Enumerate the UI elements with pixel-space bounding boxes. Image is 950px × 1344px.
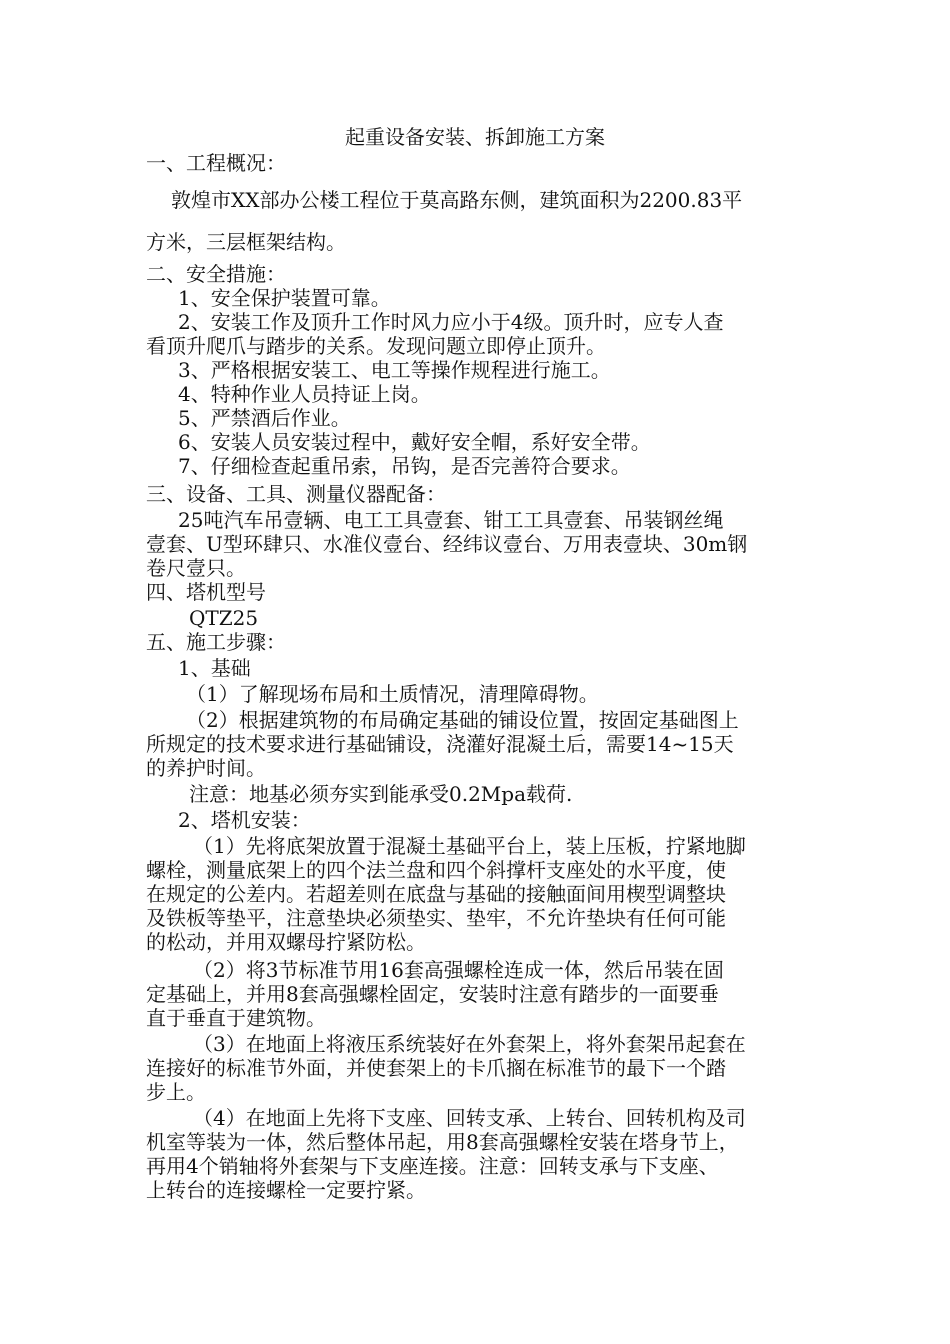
safety-item: 2、安装工作及顶升工作时风力应小于4级。顶升时，应专人查	[178, 310, 724, 334]
safety-item: 1、安全保护装置可靠。	[178, 286, 391, 310]
crane-model: QTZ25	[189, 606, 259, 630]
section-2-heading: 二、安全措施：	[146, 262, 286, 286]
step-item: （3）在地面上将液压系统装好在外套架上，将外套架吊起套在	[193, 1032, 746, 1056]
step-item-continued: 的松动，并用双螺母拧紧防松。	[146, 930, 426, 954]
step-item-continued: 连接好的标准节外面，并使套架上的卡爪搁在标准节的最下一个踏	[146, 1056, 726, 1080]
step-heading: 2、塔机安装：	[178, 808, 311, 832]
step-item-continued: 在规定的公差内。若超差则在底盘与基础的接触面间用楔型调整块	[146, 882, 726, 906]
document-title: 起重设备安装、拆卸施工方案	[345, 125, 605, 149]
step-item-continued: 所规定的技术要求进行基础铺设，浇灌好混凝土后，需要14~15天	[146, 732, 734, 756]
step-item-continued: 机室等装为一体，然后整体吊起，用8套高强螺栓安装在塔身节上，	[146, 1130, 739, 1154]
section-1-heading: 一、工程概况：	[146, 151, 286, 175]
step-item-continued: 螺栓，测量底架上的四个法兰盘和四个斜撑杆支座处的水平度，使	[146, 858, 726, 882]
safety-item: 3、严格根据安装工、电工等操作规程进行施工。	[178, 358, 611, 382]
step-item: （2）将3节标准节用16套高强螺栓连成一体，然后吊装在固	[193, 958, 724, 982]
equipment-list-line: 卷尺壹只。	[146, 556, 246, 580]
section-4-heading: 四、塔机型号	[146, 580, 266, 604]
step-item: （1）了解现场布局和土质情况，清理障碍物。	[186, 682, 599, 706]
step-item-continued: 再用4个销轴将外套架与下支座连接。注意：回转支承与下支座、	[146, 1154, 719, 1178]
section-1-paragraph-line: 敦煌市XX部办公楼工程位于莫高路东侧，建筑面积为2200.83平	[171, 188, 743, 212]
step-item-continued: 的养护时间。	[146, 756, 266, 780]
safety-item: 6、安装人员安装过程中，戴好安全帽，系好安全带。	[178, 430, 651, 454]
step-item-continued: 定基础上，并用8套高强螺栓固定，安装时注意有踏步的一面要垂	[146, 982, 719, 1006]
section-1-paragraph-line: 方米，三层框架结构。	[146, 230, 346, 254]
step-item-continued: 及铁板等垫平，注意垫块必须垫实、垫牢，不允许垫块有任何可能	[146, 906, 726, 930]
step-item-continued: 步上。	[146, 1080, 206, 1104]
equipment-list-line: 25吨汽车吊壹辆、电工工具壹套、钳工工具壹套、吊装钢丝绳	[178, 508, 724, 532]
section-5-heading: 五、施工步骤：	[146, 630, 286, 654]
step-item: （1）先将底架放置于混凝土基础平台上，装上压板，拧紧地脚	[193, 834, 746, 858]
section-3-heading: 三、设备、工具、测量仪器配备：	[146, 482, 446, 506]
step-item-continued: 上转台的连接螺栓一定要拧紧。	[146, 1178, 426, 1202]
safety-item: 5、严禁酒后作业。	[178, 406, 351, 430]
equipment-list-line: 壹套、U型环肆只、水准仪壹台、经纬议壹台、万用表壹块、30m钢	[146, 532, 748, 556]
safety-item: 4、特种作业人员持证上岗。	[178, 382, 431, 406]
safety-item-continued: 看顶升爬爪与踏步的关系。发现问题立即停止顶升。	[146, 334, 606, 358]
step-item-continued: 直于垂直于建筑物。	[146, 1006, 326, 1030]
safety-item: 7、仔细检查起重吊索，吊钩，是否完善符合要求。	[178, 454, 631, 478]
foundation-note: 注意：地基必须夯实到能承受0.2Mpa载荷.	[189, 782, 573, 806]
step-item: （4）在地面上先将下支座、回转支承、上转台、回转机构及司	[193, 1106, 746, 1130]
step-heading: 1、基础	[178, 656, 251, 680]
step-item: （2）根据建筑物的布局确定基础的铺设位置，按固定基础图上	[186, 708, 739, 732]
